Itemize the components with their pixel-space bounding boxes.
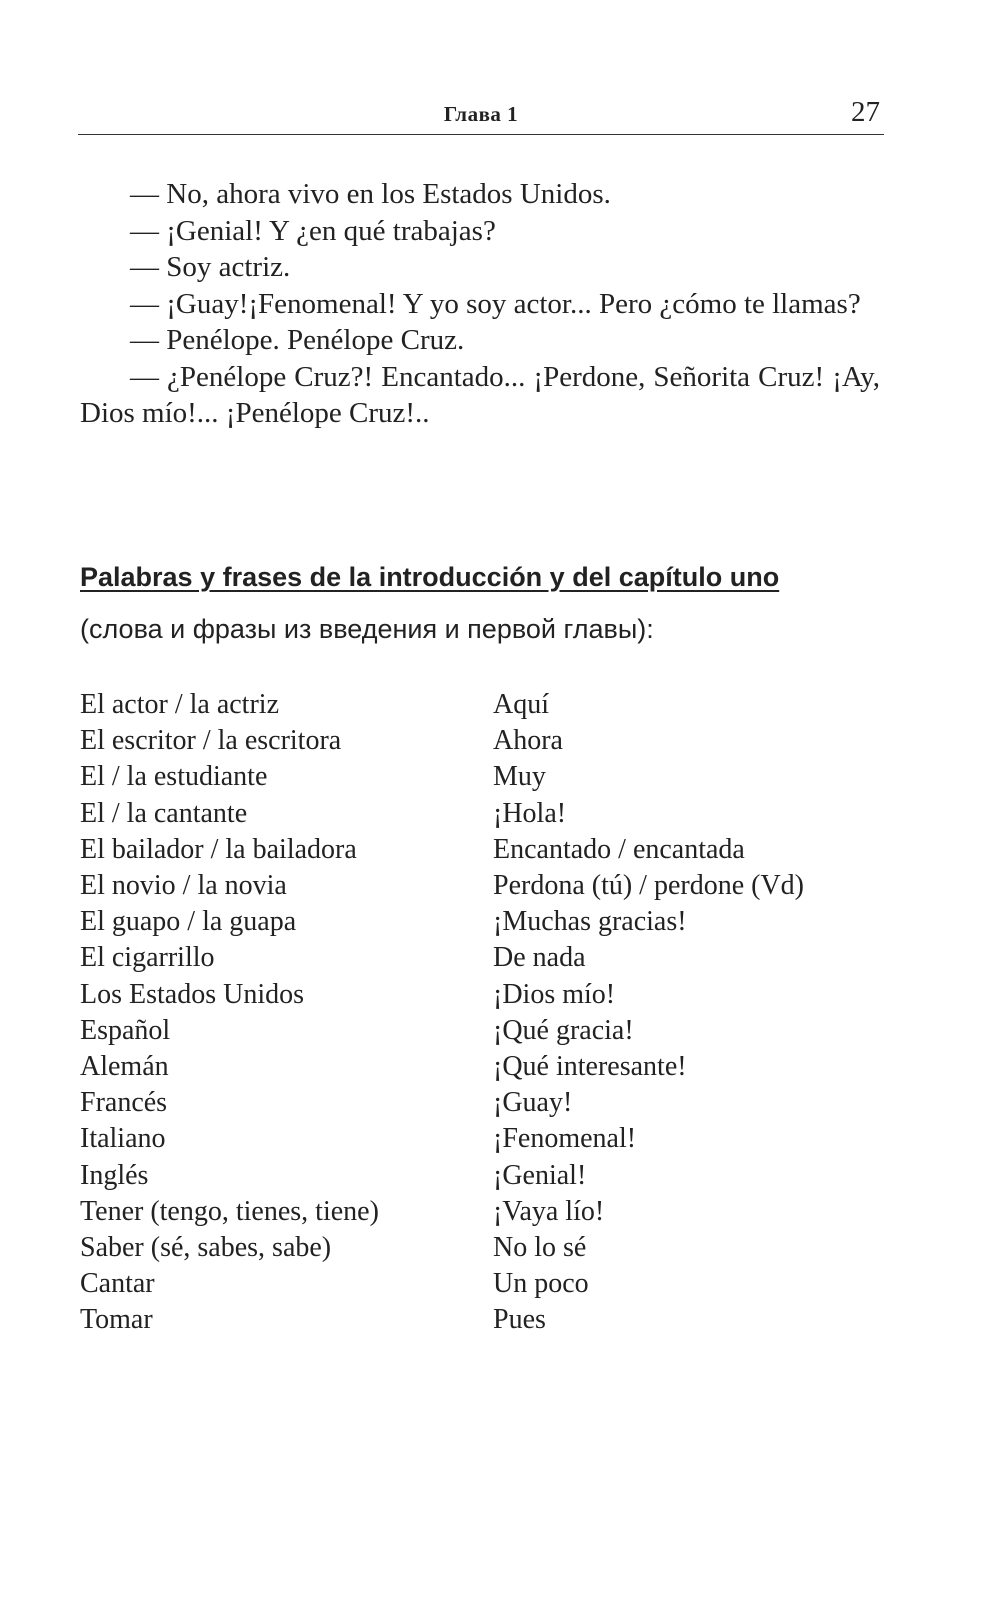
vocab-item: El actor / la actriz <box>80 689 279 720</box>
vocab-item: El / la estudiante <box>80 761 268 793</box>
vocab-item: Tomar <box>80 1304 153 1336</box>
vocab-item: El cigarrillo <box>80 942 215 974</box>
vocab-item: Los Estados Unidos <box>80 978 304 1010</box>
vocab-item: ¡Guay! <box>493 1087 573 1119</box>
vocab-item: Encantado / encantada <box>493 833 745 865</box>
vocab-item: Aquí <box>493 689 549 720</box>
vocab-item: El / la cantante <box>80 797 248 829</box>
vocab-item: De nada <box>493 942 586 974</box>
vocab-item: Tener (tengo, tienes, tiene) <box>80 1195 379 1227</box>
vocab-item: El bailador / la bailadora <box>80 833 357 865</box>
vocab-item: Alemán <box>80 1051 169 1083</box>
vocab-item: Muy <box>493 761 546 793</box>
vocab-item: Español <box>80 1014 171 1046</box>
vocab-item: Italiano <box>80 1123 166 1155</box>
dialogue-line: — ¡Guay!¡Fenomenal! Y yo soy actor... Pero ¿cómo te llamas? <box>130 287 861 320</box>
vocab-item: Ahora <box>493 725 563 757</box>
dialogue-line: — Soy actriz. <box>130 251 291 283</box>
vocab-item: ¡Qué interesante! <box>493 1051 687 1083</box>
vocab-item: Pues <box>493 1304 546 1336</box>
page-number: 27 <box>851 96 880 128</box>
vocab-item: ¡Vaya lío! <box>493 1195 605 1227</box>
vocab-item: Inglés <box>80 1159 149 1191</box>
running-header <box>78 96 884 135</box>
dialogue-line: — ¡Genial! Y ¿en qué trabajas? <box>130 214 496 247</box>
section-subtitle: (слова и фразы из введения и первой главы): <box>80 614 654 644</box>
dialogue-line: — ¿Penélope Cruz?! Encantado... ¡Perdone, Señorita Cruz! ¡Ay, Dios mío!... ¡Penélope Cruz!.. <box>80 360 880 429</box>
dialogue-line: — Penélope. Penélope Cruz. <box>130 324 465 356</box>
vocab-item: ¡Genial! <box>493 1159 587 1191</box>
vocab-item: El escritor / la escritora <box>80 725 342 757</box>
dialogue-line: — No, ahora vivo en los Estados Unidos. <box>130 178 611 210</box>
vocab-item: Cantar <box>80 1268 155 1300</box>
chapter-label: Глава 1 <box>443 102 519 126</box>
vocab-item: ¡Muchas gracias! <box>493 906 687 938</box>
vocab-item: Saber (sé, sabes, sabe) <box>80 1232 332 1264</box>
vocabulary-right-column <box>493 687 804 1339</box>
vocab-item: Perdona (tú) / perdone (Vd) <box>493 870 805 902</box>
vocab-item: El guapo / la guapa <box>80 906 297 938</box>
vocab-item: No lo sé <box>493 1232 587 1264</box>
vocab-item: Un poco <box>493 1268 589 1300</box>
vocabulary-left-column <box>80 687 379 1339</box>
dialogue-block <box>80 176 880 432</box>
section-title: Palabras y frases de la introducción y del capítulo uno <box>80 562 780 592</box>
vocab-item: ¡Qué gracia! <box>493 1014 634 1046</box>
vocab-item: ¡Dios mío! <box>493 978 616 1010</box>
vocab-item: Francés <box>80 1087 168 1119</box>
vocab-item: El novio / la novia <box>80 870 287 902</box>
vocab-item: ¡Fenomenal! <box>493 1123 637 1155</box>
vocab-item: ¡Hola! <box>493 797 567 829</box>
